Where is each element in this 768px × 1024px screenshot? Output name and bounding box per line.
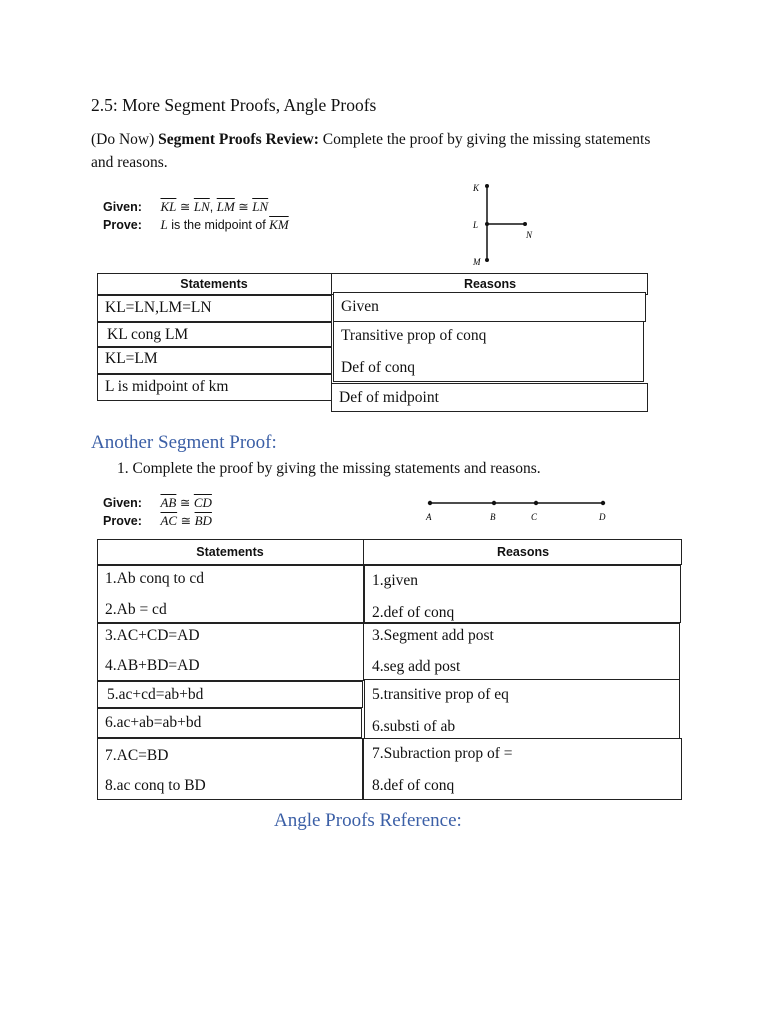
proof1-statement-1: KL=LN,LM=LN [105, 299, 212, 316]
prove-label: Prove: [103, 514, 142, 528]
do-now-instructions [91, 128, 671, 174]
given-separator: , [209, 200, 214, 214]
congruent-symbol: ≅ [179, 496, 191, 510]
proof2-statement-2: 2.Ab = cd [105, 601, 167, 618]
proof2-statement-5: 5.ac+cd=ab+bd [107, 686, 204, 703]
proof2-statements-header: Statements [196, 545, 264, 559]
figure-abcd [420, 494, 620, 526]
do-now-prefix: (Do Now) [91, 131, 159, 148]
point-d-dot [601, 501, 605, 505]
page-title: 2.5: More Segment Proofs, Angle Proofs [91, 95, 377, 115]
proof2-given-prove [103, 494, 212, 530]
section-another-segment-proof: Another Segment Proof: [91, 432, 277, 453]
proof2-statement-6: 6.ac+ab=ab+bd [105, 714, 202, 731]
proof2-statement-1: 1.Ab conq to cd [105, 570, 205, 587]
point-l: L [160, 217, 168, 232]
proof2-instruction: 1. Complete the proof by giving the missing statements and reasons. [117, 460, 541, 477]
segment-ln-2: $\overline{LN}$ [252, 199, 269, 214]
proof1-reason-3: Def of conq [341, 359, 416, 376]
segment-ab: $\overline{AB}$ [160, 495, 177, 510]
proof2-prove [103, 512, 212, 530]
label-k: K [473, 183, 480, 193]
label-a: A [426, 512, 432, 522]
proof2-reason-5: 5.transitive prop of eq [372, 686, 509, 703]
proof1-prove [103, 216, 289, 234]
proof1-given-prove [103, 198, 289, 234]
proof1-reason-2: Transitive prop of conq [341, 327, 487, 344]
proof1-reason-1: Given [341, 298, 379, 315]
proof1-statements-header: Statements [180, 277, 248, 291]
proof2-statement-3: 3.AC+CD=AD [105, 627, 200, 644]
proof1-reasons-header: Reasons [463, 277, 517, 291]
segment-ln: $\overline{LN}$ [193, 199, 210, 214]
proof2-reason-6: 6.substi of ab [372, 718, 456, 735]
segment-ac: $\overline{AC}$ [160, 513, 178, 528]
proof2-reason-8: 8.def of conq [372, 777, 455, 794]
do-now-bold: Segment Proofs Review: [158, 131, 319, 148]
label-b: B [490, 512, 496, 522]
given-label: Given: [103, 200, 142, 214]
point-k-dot [485, 184, 489, 188]
segment-bd: $\overline{BD}$ [194, 513, 212, 528]
congruent-symbol: ≅ [179, 200, 191, 214]
segment-lm: $\overline{LM}$ [216, 199, 235, 214]
proof2-given [103, 494, 212, 512]
proof2-statement-4: 4.AB+BD=AD [105, 657, 200, 674]
label-c: C [531, 512, 538, 522]
prove-text: is the midpoint of [167, 218, 270, 232]
point-a-dot [428, 501, 432, 505]
proof2-reasons-header: Reasons [496, 545, 550, 559]
point-b-dot [492, 501, 496, 505]
proof2-reason-4: 4.seg add post [372, 658, 461, 675]
label-l: L [473, 220, 479, 230]
label-m: M [473, 257, 481, 267]
point-l-dot [485, 222, 489, 226]
do-now-text: Complete the proof by giving the missing statements and reasons. [91, 131, 651, 171]
proof1-reason-4: Def of midpoint [339, 389, 439, 406]
point-m-dot [485, 258, 489, 262]
proof2-reason-2: 2.def of conq [372, 604, 455, 621]
segment-cd: $\overline{CD}$ [193, 495, 212, 510]
proof1-reason-box-1 [333, 292, 646, 322]
given-label: Given: [103, 496, 142, 510]
label-d: D [599, 512, 606, 522]
proof2-statement-8: 8.ac conq to BD [105, 777, 206, 794]
congruent-symbol: ≅ [238, 200, 249, 214]
proof1-statement-4: L is midpoint of km [105, 378, 229, 395]
segment-km: $\overline{KM}$ [269, 217, 289, 232]
proof2-reason-1: 1.given [372, 572, 419, 589]
proof1-statement-3: KL=LM [105, 350, 158, 367]
proof2-statement-7: 7.AC=BD [105, 747, 169, 764]
figure-klmn [460, 178, 570, 270]
label-n: N [526, 230, 533, 240]
point-n-dot [523, 222, 527, 226]
point-c-dot [534, 501, 538, 505]
proof1-statement-2: KL cong LM [107, 326, 189, 343]
congruent-symbol: ≅ [180, 514, 192, 528]
proof1-given [103, 198, 289, 216]
proof2-reason-7: 7.Subraction prop of = [372, 745, 513, 762]
segment-kl: $\overline{KL}$ [160, 199, 177, 214]
proof2-reason-3: 3.Segment add post [372, 627, 494, 644]
prove-label: Prove: [103, 218, 142, 232]
section-angle-proofs-reference: Angle Proofs Reference: [274, 810, 462, 831]
